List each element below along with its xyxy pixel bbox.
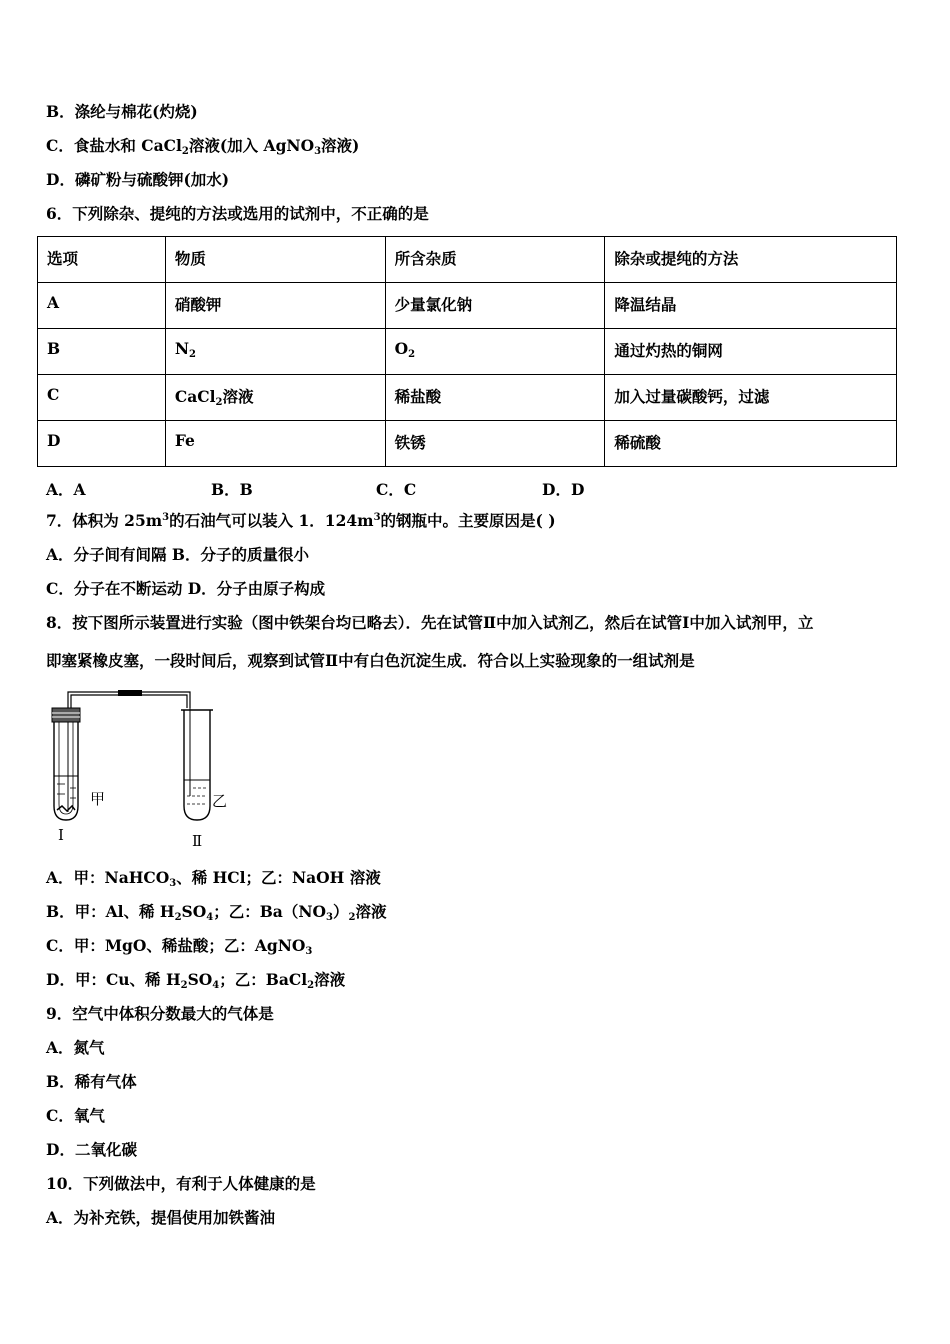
rubber-tube-joint: [118, 690, 142, 696]
q5-option-d: D．磷矿粉与硫酸钾(加水): [46, 170, 230, 189]
q7-options-line2: C．分子在不断运动 D．分子由原子构成: [46, 579, 326, 598]
q7-stem: 7．体积为 $25m^3$的石油气可以装入 1．$124m^3$的钢瓶中。主要原因是( ): [46, 511, 556, 530]
table-row: [38, 329, 897, 375]
q9-stem: 9．空气中体积分数最大的气体是: [46, 1004, 274, 1023]
table-cell: 通过灼热的铜网: [605, 329, 897, 375]
q7-options-line1: A．分子间有间隔 B．分子的质量很小: [46, 545, 310, 564]
q8-apparatus-figure: [40, 684, 240, 852]
q5-option-b: B．涤纶与棉花(灼烧): [46, 102, 198, 121]
header-cell: 除杂或提纯的方法: [605, 237, 897, 283]
test-tube-1: [54, 722, 78, 820]
q6-answer-d: D．D: [542, 480, 585, 499]
table-cell: 稀硫酸: [605, 421, 897, 467]
table-cell: 铁锈: [385, 421, 605, 467]
table-cell: $O_2$: [385, 329, 605, 375]
table-cell: 硝酸钾: [165, 283, 385, 329]
table-cell: C: [38, 375, 166, 421]
table-cell: A: [38, 283, 166, 329]
q8-option-c: C．甲：MgO、稀盐酸；乙：AgNO$_3$: [46, 936, 313, 957]
label-tube-2: Ⅱ: [192, 832, 203, 850]
q6-answer-c: C．C: [376, 480, 417, 499]
q8-option-a: A．甲：NaHCO$_3$、稀 HCl；乙：NaOH 溶液: [46, 868, 381, 889]
header-cell: 物质: [165, 237, 385, 283]
header-cell: 选项: [38, 237, 166, 283]
q8-option-b: B．甲：Al、稀 $H_2SO_4$；乙：$Ba(NO_3)_2$溶液: [46, 902, 387, 923]
q9-option-a: A．氮气: [46, 1038, 105, 1057]
q10-stem: 10．下列做法中，有利于人体健康的是: [46, 1174, 316, 1193]
q6-answer-a: A．A: [46, 480, 86, 499]
table-cell: CaCl$_2$溶液: [165, 375, 385, 421]
table-row: [38, 283, 897, 329]
table-cell: 加入过量碳酸钙，过滤: [605, 375, 897, 421]
table-header-row: [38, 237, 897, 283]
table-cell: B: [38, 329, 166, 375]
label-yi: 乙: [212, 792, 228, 810]
q8-stem-line1: 8．按下图所示装置进行实验（图中铁架台均已略去）．先在试管Ⅱ中加入试剂乙，然后在试管Ⅰ中加入试剂甲，立: [46, 613, 814, 632]
table-cell: 稀盐酸: [385, 375, 605, 421]
test-tube-2: [184, 710, 210, 820]
q5-option-c: C．食盐水和 CaCl$_2$溶液(加入 AgNO$_3$溶液): [46, 136, 360, 157]
q8-stem-line2: 即塞紧橡皮塞，一段时间后，观察到试管Ⅱ中有白色沉淀生成．符合以上实验现象的一组试剂是: [46, 651, 695, 670]
q6-table: [37, 236, 897, 467]
q8-option-d: D．甲：Cu、稀 $H_2SO_4$；乙：BaCl$_2$溶液: [46, 970, 346, 991]
table-row: [38, 375, 897, 421]
q10-option-a: A．为补充铁，提倡使用加铁酱油: [46, 1208, 276, 1227]
rubber-stopper: [52, 708, 80, 722]
q6-stem: 6．下列除杂、提纯的方法或选用的试剂中，不正确的是: [46, 204, 429, 223]
q9-option-c: C．氧气: [46, 1106, 105, 1125]
table-row: [38, 421, 897, 467]
table-cell: 少量氯化钠: [385, 283, 605, 329]
q9-option-b: B．稀有气体: [46, 1072, 137, 1091]
table-cell: $N_2$: [165, 329, 385, 375]
table-cell: Fe: [165, 421, 385, 467]
q9-option-d: D．二氧化碳: [46, 1140, 137, 1159]
q6-answer-b: B．B: [211, 480, 253, 499]
label-tube-1: Ⅰ: [58, 826, 64, 844]
header-cell: 所含杂质: [385, 237, 605, 283]
label-jia: 甲: [90, 790, 106, 808]
table-cell: D: [38, 421, 166, 467]
table-cell: 降温结晶: [605, 283, 897, 329]
